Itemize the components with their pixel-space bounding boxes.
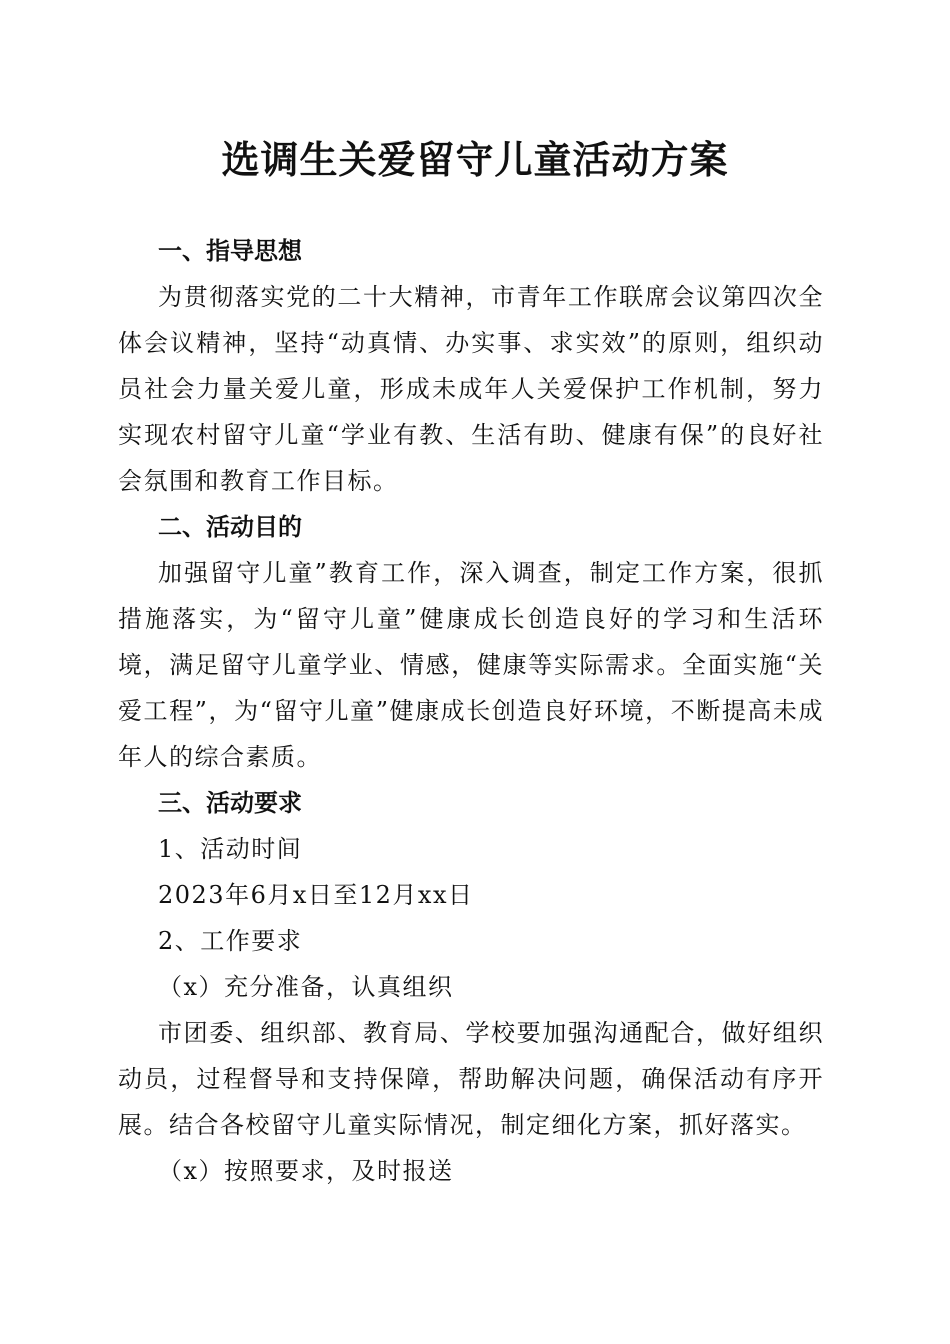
item-value-activity-time: 2023年6月x日至12月xx日 [158,881,474,909]
section-paragraph-guiding-thought: 为贯彻落实党的二十大精神，市青年工作联席会议第四次全体会议精神，坚持“动真情、办实事、求实效”的原则，组织动员社会力量关爱儿童，形成未成年人关爱保护工作机制，努力实现农村留守儿童“学业有教、生活有助、健康有保”的良好社会氛围和教育工作目标。 [118,283,824,495]
item-label-activity-time: 1、活动时间 [158,835,303,863]
section-heading-activity-requirements: 三、活动要求 [158,789,302,817]
document-body [118,228,824,1194]
section-heading-guiding-thought: 一、指导思想 [158,237,302,265]
section-paragraph-activity-purpose: 加强留守儿童”教育工作，深入调查，制定工作方案，很抓措施落实，为“留守儿童”健康成长创造良好的学习和生活环境，满足留守儿童学业、情感，健康等实际需求。全面实施“关爱工程”，为“留守儿童”健康成长创造良好环境，不断提高未成年人的综合素质。 [118,559,824,771]
subitem-paragraph-preparation: 市团委、组织部、教育局、学校要加强沟通配合，做好组织动员，过程督导和支持保障，帮助解决问题，确保活动有序开展。结合各校留守儿童实际情况，制定细化方案，抓好落实。 [118,1019,824,1139]
document-title: 选调生关爱留守儿童活动方案 [221,137,729,182]
subitem-label-reporting: （x）按照要求，及时报送 [158,1157,454,1185]
item-label-work-requirements: 2、工作要求 [158,927,303,955]
subitem-label-preparation: （x）充分准备，认真组织 [158,973,454,1001]
section-heading-activity-purpose: 二、活动目的 [158,513,302,541]
